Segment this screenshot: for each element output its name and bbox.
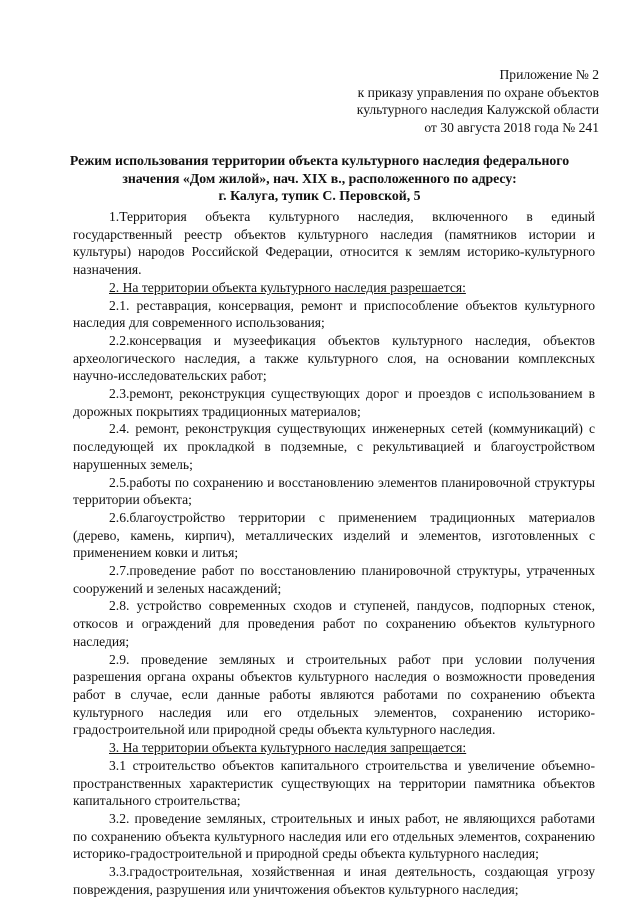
section-3-heading	[73, 739, 595, 757]
paragraph-2-1: 2.1. реставрация, консервация, ремонт и приспособление объектов культурного наследия для современного использования;	[73, 297, 595, 331]
order-date: от 30 августа 2018 года № 241	[424, 119, 599, 135]
appendix-number: Приложение № 2	[499, 67, 599, 82]
document-title	[44, 152, 595, 205]
paragraph-2-8: 2.8. устройство современных сходов и ступеней, пандусов, подпорных стенок, откосов и ограждений для проведения работ по сохранению объектов культурного наследия;	[73, 598, 595, 649]
paragraph-2-4: 2.4. ремонт, реконструкция существующих инженерных сетей (коммуникаций) с последующей их прокладкой в подземные, с рекультивацией и благоустройством нарушенных земель;	[73, 421, 595, 472]
paragraph-2-6: 2.6.благоустройство территории с применением традиционных материалов (дерево, камень, кирпич), металлических изделий и элементов, изготовленных с применением ковки и литья;	[73, 509, 595, 561]
paragraph-1: 1.Территория объекта культурного наследия, включенного в единый государственный реестр объектов культурного наследия (памятников истории и культуры) народов Российской Федерации, относится к землям историко-культурного назначения.	[73, 209, 595, 278]
paragraph-3-3: 3.3.градостроительная, хозяйственная и иная деятельность, создающая угрозу повреждения, разрушения или уничтожения объектов культурного наследия;	[73, 864, 595, 897]
paragraph-2-3: 2.3.ремонт, реконструкция существующих дорог и проездов с использованием в дорожных покрытиях традиционных материалов;	[73, 386, 595, 419]
paragraph-2-2: 2.2.консервация и музеефикация объектов культурного наследия, объектов археологического наследия, а также культурного слоя, на основании комплексных научно-исследовательских работ;	[73, 332, 595, 384]
title-line-2: значения «Дом жилой», нач. XIX в., расположенного по адресу:	[122, 170, 517, 186]
order-authority: культурного наследия Калужской области	[356, 102, 599, 118]
section-3-heading-text: 3. На территории объекта культурного наследия запрещается:	[109, 740, 467, 756]
paragraph-3-2: 3.2. проведение земляных, строительных и иных работ, не являющихся работами по сохранению объекта культурного наследия или его отдельных элементов, сохранению историко-градостроительной и природной среды объекта культурного наследия;	[73, 810, 595, 862]
section-2-heading	[73, 279, 595, 297]
document-body	[73, 208, 595, 898]
title-line-3: г. Калуга, тупик С. Перовской, 5	[218, 188, 421, 204]
section-2-heading-text: 2. На территории объекта культурного наследия разрешается:	[109, 279, 466, 295]
appendix-header	[279, 66, 599, 136]
paragraph-2-5: 2.5.работы по сохранению и восстановлению элементов планировочной структуры территории объекта;	[73, 474, 595, 508]
order-reference: к приказу управления по охране объектов	[357, 84, 599, 100]
paragraph-3-1: 3.1 строительство объектов капитального строительства и увеличение объемно-пространственных характеристик существующих на территории памятника объектов капитального строительства;	[73, 757, 595, 809]
paragraph-2-7: 2.7.проведение работ по восстановлению планировочной структуры, утраченных сооружений и зеленых насаждений;	[73, 563, 595, 596]
title-line-1: Режим использования территории объекта культурного наследия федерального	[69, 153, 570, 168]
paragraph-2-9: 2.9. проведение земляных и строительных работ при условии получения разрешения органа охраны объектов культурного наследия о возможности проведения работ в случае, если данные работы являются работами по сохранению объекта культурного наследия или его отдельных элементов, сохранению историко-градостроительной или природной среды объекта культурного наследия.	[73, 651, 595, 738]
